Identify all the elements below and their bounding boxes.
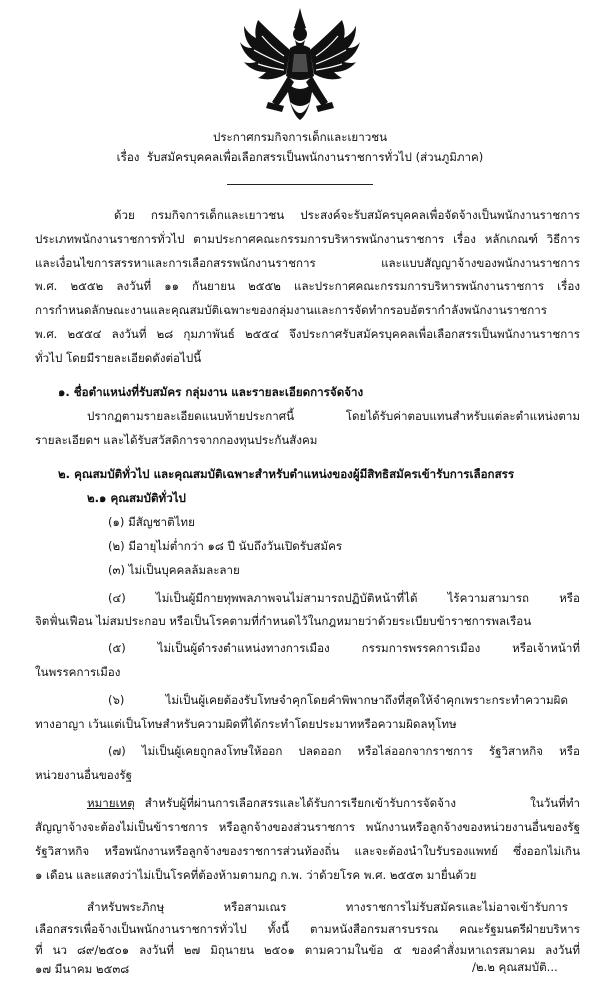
monk-line: สำหรับพระภิกษุ หรือสามเณร ทางราชการไม่รับสมัครและไม่อาจเข้ารับการ xyxy=(87,900,568,914)
intro-line: ประเภทพนักงานราชการทั่วไป ตามประกาศคณะกรรมการบริหารพนักงานราชการ เรื่อง หลักเกณฑ์ วิธีการ xyxy=(35,232,580,246)
intro-line: ด้วย กรมกิจการเด็กและเยาวชน ประสงค์จะรับสมัครบุคคลเพื่อจัดจ้างเป็นพนักงานราชการ xyxy=(114,208,580,222)
section2-heading: ๒. คุณสมบัติทั่วไป และคุณสมบัติเฉพาะสำหรับตำแหน่งของผู้มีสิทธิสมัครเข้ารับการเลือกสรร xyxy=(58,467,515,481)
note-text: สำหรับผู้ที่ผ่านการเลือกสรรและได้รับการเรียกเข้ารับการจัดจ้าง ในวันที่ทำ xyxy=(144,796,580,810)
intro-line: ทั่วไป โดยมีรายละเอียดดังต่อไปนี้ xyxy=(35,351,202,365)
monk-line: ๑๗ มีนาคม ๒๕๓๘ xyxy=(35,962,130,976)
monk-line: เลือกสรรเพื่อจ้างเป็นพนักงานราชการทั่วไป ทั้งนี้ ตามหนังสือกรมสารบรรณ คณะรัฐมนตรีฝ่ายบริหาร xyxy=(35,922,580,936)
section1-line: รายละเอียดฯ และได้รับสวัสดิการจากกองทุนประกันสังคม xyxy=(35,433,318,447)
note-line: รัฐวิสาหกิจ หรือพนักงานหรือลูกจ้างของราชการส่วนท้องถิ่น และจะต้องนำใบรับรองแพทย์ ซึ่งออกไม่เกิน xyxy=(35,844,580,858)
intro-line: พ.ศ. ๒๕๕๔ ลงวันที่ ๒๘ กุมภาพันธ์ ๒๕๕๔ จึงประกาศรับสมัครบุคคลเพื่อเลือกสรรเป็นพนักงานราชการ xyxy=(35,327,580,341)
qualification-item: (๗) ไม่เป็นผู้เคยถูกลงโทษให้ออก ปลดออก หรือไล่ออกจากราชการ รัฐวิสาหกิจ หรือ xyxy=(108,744,580,758)
note-first-line xyxy=(87,796,580,810)
qualification-item: (๑) มีสัญชาติไทย xyxy=(108,515,195,529)
note-line: ๑ เดือน และแสดงว่าไม่เป็นโรคที่ต้องห้ามตามกฎ ก.พ. ว่าด้วยโรค พ.ศ. ๒๕๕๓ มายื่นด้วย xyxy=(35,868,477,882)
garuda-emblem-icon xyxy=(240,6,360,124)
section1-heading: ๑. ชื่อตำแหน่งที่รับสมัคร กลุ่มงาน และรายละเอียดการจัดจ้าง xyxy=(58,385,364,399)
qualification-item-cont: จิตฟั่นเฟือน ไม่สมประกอบ หรือเป็นโรคตามที่กำหนดไว้ในกฎหมายว่าด้วยระเบียบข้าราชการพลเรือน xyxy=(35,614,532,628)
note-line: สัญญาจ้างจะต้องไม่เป็นข้าราชการ หรือลูกจ้างของส่วนราชการ พนักงานหรือลูกจ้างของหน่วยงานอื่นของรัฐ xyxy=(35,820,580,834)
qualification-item: (๒) มีอายุไม่ต่ำกว่า ๑๘ ปี นับถึงวันเปิดรับสมัคร xyxy=(108,539,343,553)
header-divider xyxy=(227,184,373,185)
continued-marker: /๒.๒ คุณสมบัติ... xyxy=(472,960,558,974)
intro-line: พ.ศ. ๒๕๕๒ ลงวันที่ ๑๑ กันยายน ๒๕๕๒ และประกาศคณะกรรมการบริหารพนักงานราชการ เรื่อง xyxy=(35,279,580,293)
announcement-title: ประกาศกรมกิจการเด็กและเยาวชน xyxy=(212,130,388,144)
qualification-item-cont: ในพรรคการเมือง xyxy=(35,665,121,679)
subject-text: รับสมัครบุคคลเพื่อเลือกสรรเป็นพนักงานราชการทั่วไป (ส่วนภูมิภาค) xyxy=(146,150,484,164)
qualification-item-cont: ทางอาญา เว้นแต่เป็นโทษสำหรับความผิดที่ได้กระทำโดยประมาทหรือความผิดลหุโทษ xyxy=(35,717,457,731)
qualification-item-cont: หน่วยงานอื่นของรัฐ xyxy=(35,768,133,782)
section2-subheading: ๒.๑ คุณสมบัติทั่วไป xyxy=(87,491,186,505)
qualification-item: (๔) ไม่เป็นผู้มีกายทุพพลภาพจนไม่สามารถปฏิบัติหน้าที่ได้ ไร้ความสามารถ หรือ xyxy=(108,591,580,605)
announcement-subject xyxy=(0,150,600,164)
intro-line: การกำหนดลักษณะงานและคุณสมบัติเฉพาะของกลุ่มงานและการจัดทำกรอบอัตรากำลังพนักงานราชการ xyxy=(35,303,547,317)
qualification-item: (๕) ไม่เป็นผู้ดำรงตำแหน่งทางการเมือง กรรมการพรรคการเมือง หรือเจ้าหน้าที่ xyxy=(108,641,580,655)
intro-line: และเงื่อนไขการสรรหาและการเลือกสรรพนักงานราชการ และแบบสัญญาจ้างของพนักงานราชการ xyxy=(35,256,580,270)
monk-line: ที่ นว ๘๙/๒๕๐๑ ลงวันที่ ๒๗ มิถุนายน ๒๕๐๑ ตามความในข้อ ๕ ของคำสั่งมหาเถรสมาคม ลงวันที่ xyxy=(35,943,580,957)
note-label: หมายเหตุ xyxy=(87,796,135,810)
subject-label: เรื่อง xyxy=(116,150,140,164)
qualification-item: (๓) ไม่เป็นบุคคลล้มละลาย xyxy=(108,563,240,577)
section1-line: ปรากฏตามรายละเอียดแนบท้ายประกาศนี้ โดยได้รับค่าตอบแทนสำหรับแต่ละตำแหน่งตาม xyxy=(87,409,580,423)
qualification-item: (๖) ไม่เป็นผู้เคยต้องรับโทษจำคุกโดยคำพิพากษาถึงที่สุดให้จำคุกเพราะกระทำความผิด xyxy=(108,693,568,707)
